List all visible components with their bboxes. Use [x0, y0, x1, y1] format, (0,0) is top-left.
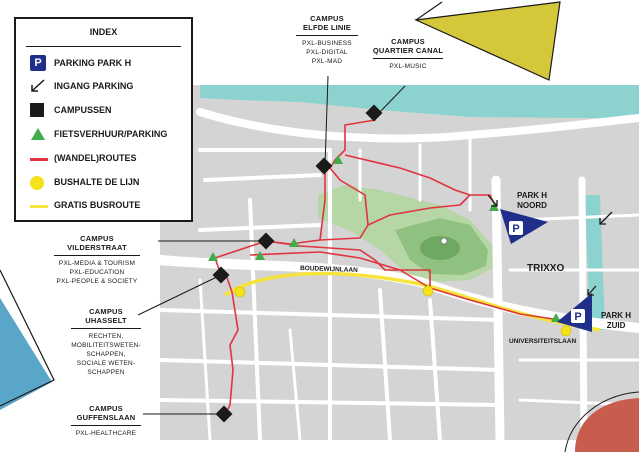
bus-stop-icon[interactable]	[235, 287, 245, 297]
legend-label-campussen: CAMPUSSEN	[54, 105, 112, 115]
campus-sub: PXL-MAD	[311, 58, 343, 65]
legend-label-gratis-busroute: GRATIS BUSROUTE	[54, 200, 141, 210]
label-divider	[54, 255, 139, 256]
label-divider	[296, 35, 358, 36]
campus-sub: RECHTEN,	[88, 333, 124, 340]
campus-name: VILDERSTRAAT	[67, 243, 127, 252]
bus-stop-icon[interactable]	[561, 326, 571, 336]
label-boudewijnlaan: BOUDEWIJNLAAN	[299, 264, 358, 275]
campus-sub: SCHAPPEN	[87, 369, 125, 376]
campus-name: GUFFENSLAAN	[76, 413, 136, 422]
index-title: INDEX	[89, 27, 118, 37]
legend-label-parking: PARKING PARK H	[54, 58, 132, 68]
campus-sub: PXL-PEOPLE & SOCIETY	[56, 278, 138, 285]
park-h-zuid-line1: PARK H	[601, 311, 632, 320]
campus-title-line: CAMPUS	[391, 37, 425, 46]
parking-noord-letter: P	[512, 223, 520, 235]
campus-sub: PXL-MEDIA & TOURISM	[58, 260, 136, 267]
label-trixxo: TRIXXO	[527, 263, 565, 274]
campus-square-icon	[30, 103, 44, 117]
bike-triangle-icon	[30, 128, 46, 146]
index-legend	[14, 17, 193, 222]
parking-icon	[30, 55, 46, 71]
campus-name: QUARTIER CANAL	[372, 46, 444, 55]
campus-sub: SCHAPPEN,	[86, 351, 126, 358]
campus-sub: PXL-BUSINESS	[302, 40, 352, 47]
index-divider	[26, 46, 181, 47]
park-point	[441, 238, 447, 244]
campus-sub: MOBILITEITSWETEN-	[71, 342, 141, 349]
route-line-icon	[30, 158, 48, 161]
campus-sub: PXL-MUSIC	[389, 63, 427, 70]
label-divider	[71, 328, 141, 329]
legend-label-bushalte: BUSHALTE DE LIJN	[54, 177, 140, 187]
park-h-zuid-line2: ZUID	[606, 321, 626, 330]
label-campus-quartier-canal	[358, 37, 458, 71]
label-divider	[373, 58, 443, 59]
bus-stop-icon	[30, 176, 44, 190]
campus-sub: PXL-DIGITAL	[306, 49, 348, 56]
campus-name: ELFDE LINIE	[302, 23, 352, 32]
campus-title-line: CAMPUS	[89, 307, 123, 316]
parking-icon-letter: P	[30, 55, 46, 71]
label-campus-uhasselt	[56, 307, 156, 377]
park-h-noord-line1: PARK H	[517, 191, 548, 200]
park-pond	[420, 236, 460, 260]
legend-label-ingang: INGANG PARKING	[54, 81, 134, 91]
label-campus-vilderstraat	[36, 234, 158, 286]
campus-sub: PXL-HEALTHCARE	[75, 430, 137, 437]
campus-title-line: CAMPUS	[80, 234, 114, 243]
campus-title-line: CAMPUS	[89, 404, 123, 413]
park-h-noord-line2: NOORD	[517, 201, 547, 210]
campus-sub: SOCIALE WETEN-	[76, 360, 136, 367]
bus-route-line-icon	[30, 205, 48, 208]
parking-zuid-letter: P	[574, 311, 582, 323]
label-divider	[71, 425, 141, 426]
campus-sub: PXL-EDUCATION	[69, 269, 125, 276]
legend-label-fietsverhuur: FIETSVERHUUR/PARKING	[54, 129, 168, 139]
label-park-h-zuid	[601, 311, 631, 331]
label-universiteitslaan: UNIVERSITEITSLAAN	[509, 338, 577, 345]
label-park-h-noord	[517, 191, 547, 211]
legend-label-routes: (WANDEL)ROUTES	[54, 153, 137, 163]
campus-name: UHASSELT	[85, 316, 127, 325]
label-campus-guffenslaan	[56, 404, 156, 438]
entrance-arrow-icon	[30, 79, 46, 98]
bus-stop-icon[interactable]	[423, 286, 433, 296]
campus-title-line: CAMPUS	[310, 14, 344, 23]
